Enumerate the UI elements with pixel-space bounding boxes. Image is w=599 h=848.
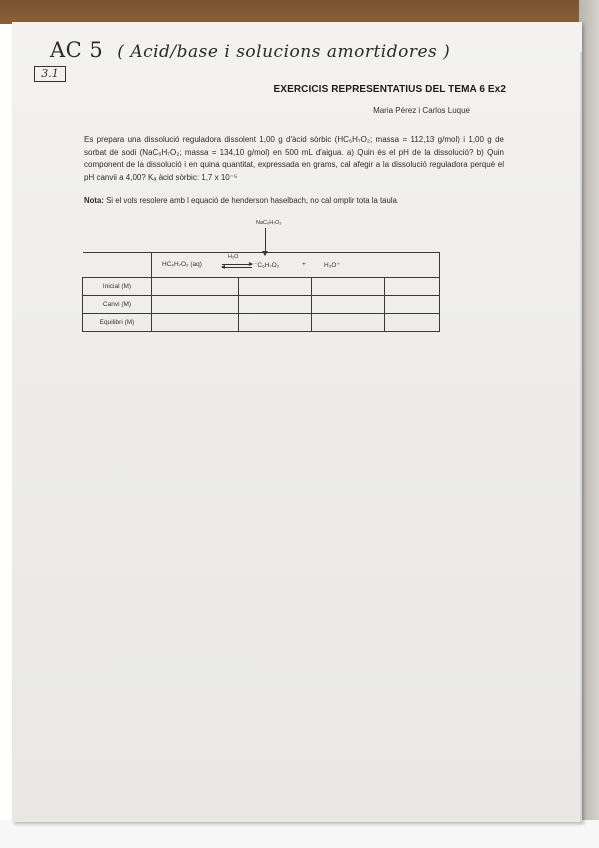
stacked-papers-edge xyxy=(579,0,599,848)
page-title: EXERCICIS REPRESENTATIUS DEL TEMA 6 Ex2 xyxy=(273,84,506,95)
cell-initial-base[interactable] xyxy=(312,278,385,296)
cell-equilibrium-water[interactable] xyxy=(239,314,312,332)
cell-initial-water[interactable] xyxy=(239,278,312,296)
equation-plus: + xyxy=(302,261,306,268)
ice-table-header-row xyxy=(83,253,440,278)
table-row xyxy=(83,278,440,296)
paper-stack-edge xyxy=(580,52,582,822)
note-label: Nota: xyxy=(84,196,104,205)
cell-equilibrium-acid[interactable] xyxy=(152,314,239,332)
desk-background-top xyxy=(0,0,599,24)
problem-statement: Es prepara una dissolució reguladora dissolent 1,00 g d'àcid sòrbic (HC₆H₇O₂; massa = 112,13 g/mol) i 1,00 g de sorbat de sodi (NaC₆H₇O₂; massa = 134,10 g/mol) en 500 mL d'aigua. a) Quin és el pH de la dissolució? b) Quin component de la dissolució i en quina quantitat, expressada en grams, cal afegir a la dissolució reguladora perquè el pH canvii a 4,00? Kₐ àcid sòrbic: 1,7 x 10⁻⁵ xyxy=(84,135,504,182)
equation-acid: HC₆H₇O₂ (aq) xyxy=(162,261,202,268)
table-row xyxy=(83,314,440,332)
cell-change-base[interactable] xyxy=(312,296,385,314)
cell-equilibrium-base[interactable] xyxy=(312,314,385,332)
cell-change-water[interactable] xyxy=(239,296,312,314)
equation-water: H₂O xyxy=(228,254,239,260)
ice-table xyxy=(82,252,440,332)
handwritten-subtitle: ( Acid/base i solucions amortidores ) xyxy=(117,42,451,62)
reaction-equation xyxy=(152,253,440,278)
equation-conjugate-base: ⁻C₆H₇O₂ xyxy=(254,262,280,269)
cell-change-acid[interactable] xyxy=(152,296,239,314)
cell-initial-acid[interactable] xyxy=(152,278,239,296)
arrow-down-icon xyxy=(265,228,266,252)
added-salt-label: NaC₆H₇O₂ xyxy=(256,220,282,226)
table-row xyxy=(83,296,440,314)
cell-equilibrium-hydronium[interactable] xyxy=(385,314,440,332)
equation-hydronium: H₃O⁺ xyxy=(324,262,340,269)
ice-table-corner xyxy=(83,253,152,278)
equilibrium-arrows-icon xyxy=(222,262,252,270)
cell-initial-hydronium[interactable] xyxy=(385,278,440,296)
handwritten-box-label: 3.1 xyxy=(34,66,66,82)
photo-bottom-margin xyxy=(0,820,599,848)
authors: Maria Pérez i Carlos Luque xyxy=(373,106,470,115)
handwritten-title xyxy=(50,38,450,62)
note xyxy=(84,196,504,205)
row-label-change: Canvi (M) xyxy=(83,296,152,314)
cell-change-hydronium[interactable] xyxy=(385,296,440,314)
note-text: Si el vols resolere amb l equació de henderson haselbach, no cal omplir tota la taula xyxy=(103,196,397,205)
worksheet-paper xyxy=(12,22,582,822)
handwritten-activity-code: AC 5 xyxy=(50,38,104,62)
row-label-equilibrium: Equilibri (M) xyxy=(83,314,152,332)
row-label-initial: Inicial (M) xyxy=(83,278,152,296)
